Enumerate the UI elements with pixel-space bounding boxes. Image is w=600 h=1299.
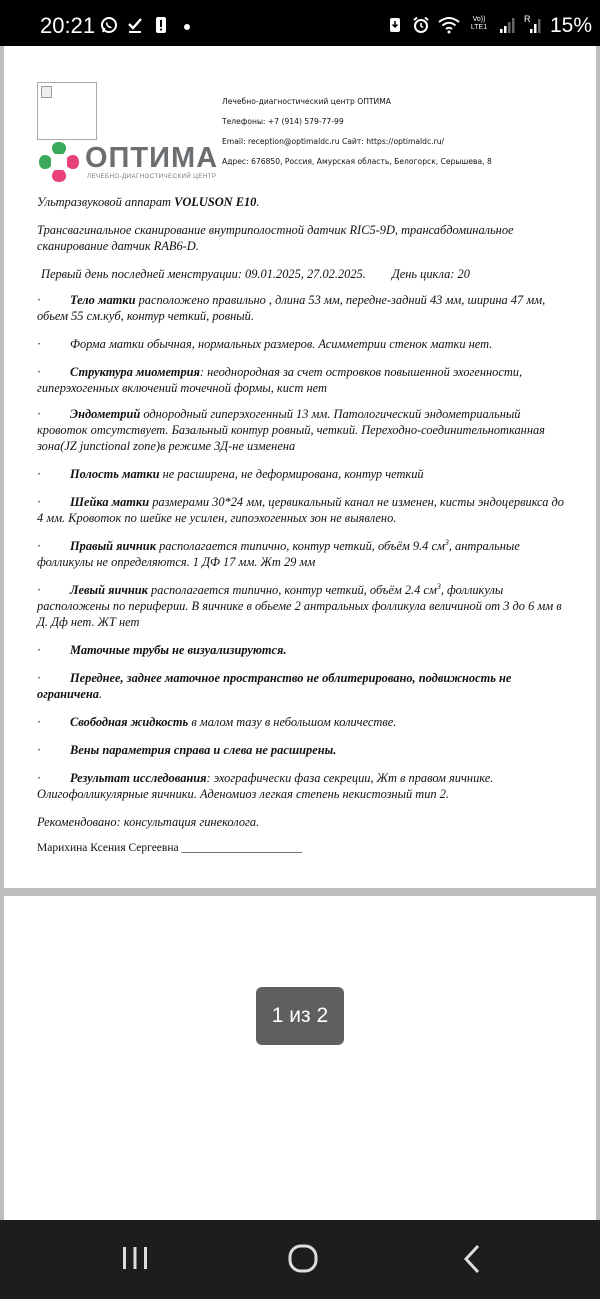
status-time: 20:21 [40,13,96,38]
item-fluid: · Свободная жидкость в малом тазу в небольшом количестве. [37,715,397,729]
signal-r-icon: R [524,16,542,34]
alert-icon [152,16,170,34]
item-veins: · Вены параметрия справа и слева не расширены. [37,743,337,757]
item-tubes: · Маточные трубы не визуализируются. [37,643,287,657]
brand-subtitle: ЛЕЧЕБНО-ДИАГНОСТИЧЕСКИЙ ЦЕНТР [87,173,217,180]
alarm-icon [412,16,430,34]
clinic-name: Лечебно-диагностический центр ОПТИМА [222,97,391,106]
navigation-bar [0,1220,600,1299]
clinic-contacts [222,97,582,177]
download-done-icon [126,16,144,34]
item-myometrium: · Структура миометрия: неоднородная за счет островков повышенной эхогенности, гиперэхогенных включений точечной формы, кист нет [37,365,523,395]
wifi-icon [438,16,460,34]
whatsapp-icon [100,16,118,34]
item-uterus: · Тело матки расположено правильно , длина 53 мм, передне-задний 43 мм, ширина 47 мм, обьем 55 см.куб, контур четкий, ровный. [37,293,546,323]
item-endometrium: · Эндометрий однородный гиперэхогенный 13 мм. Патологический эндометриальный кровоток отсутствует. Базальный контур ровный, четкий. Переходно-соединительнотканная зона(JZ junctional zone)в режиме 3Д-не изменена [37,407,545,453]
clinic-logo [37,140,217,184]
screenshot-icon [386,16,404,34]
volte-icon: Vo)) LTE1 [470,16,488,31]
item-right-ovary: · Правый яичник располагается типично, контур четкий, объём 9.4 $см^3$, антральные фолликулы не определяются. 1 ДФ 17 мм. Жт 29 мм [37,537,520,569]
status-bar [0,0,600,46]
lmp-line: Первый день последней менструации: 09.01.2025, 27.02.2025. День цикла: 20 [41,267,470,281]
document-page-2[interactable] [4,896,596,1220]
clinic-email-site: Email: reception@optimaldc.ru Сайт: https://optimaldc.ru/ [222,137,445,146]
signal-icon [498,16,516,34]
item-spaces: · Переднее, заднее маточное пространство не облитерировано, подвижность не ограничена. [37,671,512,701]
recommendation: Рекомендовано: консультация гинеколога. [37,815,260,829]
item-shape: · Форма матки обычная, нормальных размеров. Асимметрии стенок матки нет. [37,337,493,351]
dot-icon [178,16,196,34]
item-result: · Результат исследования: эхографически фаза секреции, Жт в правом яичнике. Олигофолликулярные яичники. Аденомиоз легкая степень некистозный тип 2. [37,771,494,801]
recent-apps-icon[interactable] [115,1242,155,1276]
clinic-address: Адрес: 676850, Россия, Амурская область, Белогорск, Серышева, 8 [222,157,492,166]
device-line: Ультразвуковой аппарат VOLUSON E10. [37,195,260,209]
brand-name: ОПТИМА [85,142,219,174]
broken-image-placeholder [37,82,97,140]
document-page-1[interactable] [4,46,596,888]
item-cavity: · Полость матки не расширена, не деформирована, контур четкий [37,467,424,481]
home-icon[interactable] [283,1242,323,1276]
doctor-signature: Марихина Ксения Сергеевна _____________________ [37,842,303,854]
scan-method: Трансвагинальное сканирование внутриполостной датчик RIC5-9D, трансабдоминальное сканирование датчик RAB6-D. [37,223,514,253]
back-icon[interactable] [452,1242,492,1276]
item-left-ovary: · Левый яичник располагается типично, контур четкий, объём 2.4 $см^3$, фолликулы расположены по периферии. В яичнике в обьеме 2 антральных фолликула величиной от 3 до 6 мм в Д. Дф нет. ЖТ нет [37,581,562,629]
page-indicator: 1 из 2 [256,987,344,1045]
item-cervix: · Шейка матки размерами 30*24 мм, цервикальный канал не изменен, кисты эндоцервикса до 4 мм. Кровоток по шейке не усилен, гипоэхогенных зон не выявлено. [37,495,564,525]
ultrasound-report [37,194,567,856]
battery-percent: 15% [549,14,592,37]
clinic-phones: Телефоны: +7 (914) 579-77-99 [222,117,344,126]
